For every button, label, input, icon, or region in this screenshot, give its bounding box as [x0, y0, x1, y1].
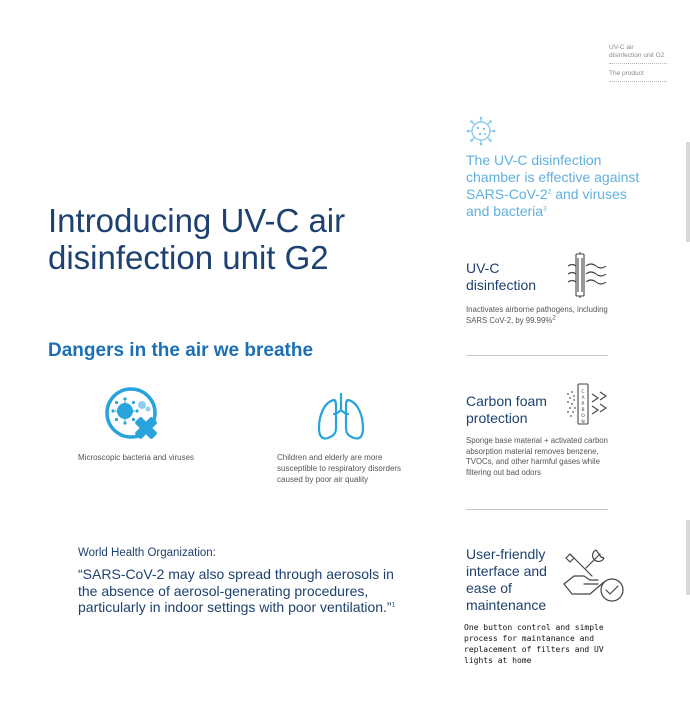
feature-divider	[466, 355, 608, 356]
feature-divider	[466, 509, 608, 510]
carbon-label-b: B	[581, 408, 585, 413]
feature-title-carbon: Carbon foam protection	[466, 393, 547, 426]
hero-text-part2: and viruses and bacteria	[466, 186, 627, 219]
virus-icon	[466, 116, 496, 146]
section-subtitle: Dangers in the air we breathe	[48, 340, 314, 361]
carbon-label-a: A	[581, 396, 585, 401]
feature-desc-usability: One button control and simple process for maintanance and replacement of filters and UV lights at home	[464, 623, 604, 665]
quote-text: “SARS-CoV-2 may also spread through aerosols in the absence of aerosol-generating procedures, particularly in indoor settings with poor ventilation.”	[78, 566, 394, 615]
carbon-label-o: O	[581, 414, 585, 419]
feature-title-uvc: UV-C disinfection	[466, 260, 537, 293]
nav-divider	[609, 81, 667, 82]
hero-text-part1: The UV-C disinfection chamber is effective against SARS-CoV-2	[466, 152, 640, 202]
footnote-ref: 2	[547, 188, 552, 196]
hero-claim	[466, 152, 646, 220]
page-edge-strip	[686, 520, 690, 595]
virus-shield-icon	[104, 386, 164, 446]
carbon-label-c: C	[581, 390, 585, 395]
footnote-ref: 2	[552, 313, 556, 321]
uv-lamp-airflow-icon	[566, 252, 610, 298]
lungs-icon	[316, 392, 366, 444]
carbon-filter-icon	[564, 382, 610, 426]
feature-desc-uvc: Inactivates airborne pathogens, including SARS CoV-2, by 99.99%$^2$	[466, 305, 608, 325]
nav-item-unit[interactable]: UV-C air disinfection unit G2	[609, 44, 665, 59]
footnote-ref: 1	[391, 601, 396, 609]
page-edge-strip	[686, 142, 690, 242]
section-nav	[609, 44, 667, 88]
feature-desc-carbon: Sponge base material + activated carbon absorption material removes benzene, TVOCs, and other harmful gases while filtering out bad odors	[466, 436, 608, 477]
carbon-label-r: R	[581, 402, 585, 407]
nav-item-product[interactable]: The product	[609, 70, 644, 77]
footnote-ref: 3	[543, 205, 547, 213]
carbon-label-n: N	[581, 420, 585, 425]
maintenance-icon	[560, 544, 630, 606]
who-quote	[78, 566, 398, 616]
danger-caption-microbes: Microscopic bacteria and viruses	[78, 453, 195, 462]
nav-divider	[609, 63, 667, 64]
quote-source: World Health Organization:	[78, 547, 216, 559]
danger-caption-respiratory: Children and elderly are more susceptible to respiratory disorders caused by poor air quality	[277, 453, 402, 484]
feature-title-usability: User-friendly interface and ease of maintenance	[466, 546, 547, 613]
page-title: Introducing UV-C air disinfection unit G2	[48, 202, 346, 276]
